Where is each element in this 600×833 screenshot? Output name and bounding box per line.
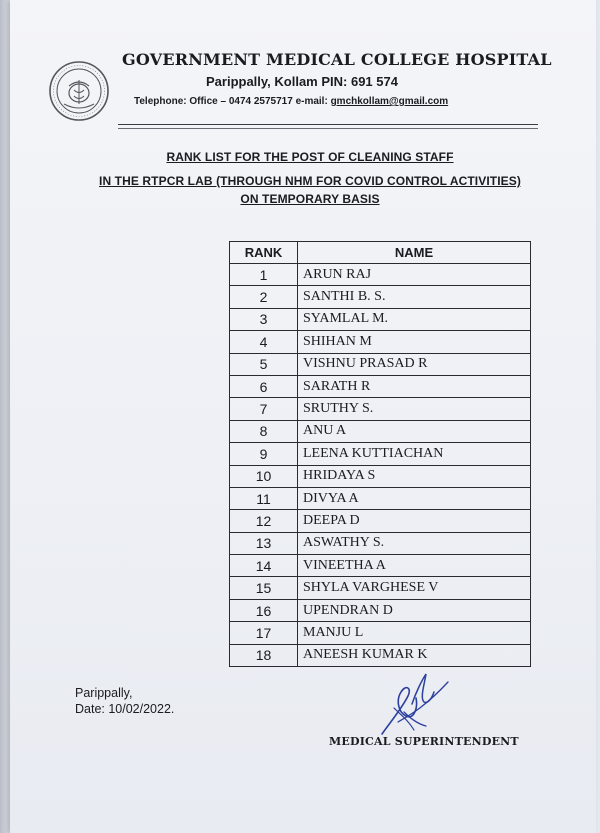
rank-cell: 11 xyxy=(230,487,298,509)
name-column-header: NAME xyxy=(298,242,531,264)
heading-line-3: ON TEMPORARY BASIS xyxy=(240,192,380,206)
heading-line-2: IN THE RTPCR LAB (THROUGH NHM FOR COVID CONTROL ACTIVITIES) xyxy=(99,174,521,188)
table-row xyxy=(230,353,531,375)
rank-cell: 15 xyxy=(230,577,298,599)
name-cell: ARUN RAJ xyxy=(298,264,531,286)
rank-cell: 9 xyxy=(230,443,298,465)
rank-cell: 6 xyxy=(230,375,298,397)
table-row xyxy=(230,577,531,599)
table-row xyxy=(230,555,531,577)
rank-cell: 3 xyxy=(230,308,298,330)
table-row xyxy=(230,487,531,509)
table-row xyxy=(230,532,531,554)
name-cell: ASWATHY S. xyxy=(298,532,531,554)
name-cell: SARATH R xyxy=(298,375,531,397)
hospital-address: Parippally, Kollam PIN: 691 574 xyxy=(206,74,398,89)
table-row xyxy=(230,331,531,353)
table-row xyxy=(230,622,531,644)
page-edge-shadow xyxy=(0,0,10,833)
rank-cell: 2 xyxy=(230,286,298,308)
name-cell: HRIDAYA S xyxy=(298,465,531,487)
table-row xyxy=(230,420,531,442)
table-row xyxy=(230,398,531,420)
name-cell: DIVYA A xyxy=(298,487,531,509)
rank-cell: 16 xyxy=(230,599,298,621)
hospital-name: GOVERNMENT MEDICAL COLLEGE HOSPITAL xyxy=(122,50,552,69)
name-cell: LEENA KUTTIACHAN xyxy=(298,443,531,465)
rank-cell: 8 xyxy=(230,420,298,442)
name-cell: VISHNU PRASAD R xyxy=(298,353,531,375)
rank-list-table xyxy=(229,241,531,667)
table-header-row xyxy=(230,242,531,264)
table-row xyxy=(230,286,531,308)
college-seal-icon xyxy=(48,60,110,122)
rank-cell: 1 xyxy=(230,264,298,286)
name-cell: DEEPA D xyxy=(298,510,531,532)
header-divider xyxy=(118,124,538,125)
header-divider-thin xyxy=(118,128,538,129)
name-cell: SANTHI B. S. xyxy=(298,286,531,308)
rank-column-header: RANK xyxy=(230,242,298,264)
rank-cell: 7 xyxy=(230,398,298,420)
name-cell: ANEESH KUMAR K xyxy=(298,644,531,666)
rank-cell: 5 xyxy=(230,353,298,375)
table-row xyxy=(230,375,531,397)
rank-cell: 12 xyxy=(230,510,298,532)
designation-text: MEDICAL SUPERINTENDENT xyxy=(329,735,519,748)
rank-cell: 14 xyxy=(230,555,298,577)
table-row xyxy=(230,308,531,330)
table-row xyxy=(230,465,531,487)
name-cell: SHIHAN M xyxy=(298,331,531,353)
name-cell: UPENDRAN D xyxy=(298,599,531,621)
name-cell: ANU A xyxy=(298,420,531,442)
table-row xyxy=(230,644,531,666)
rank-cell: 4 xyxy=(230,331,298,353)
name-cell: MANJU L xyxy=(298,622,531,644)
email-address: gmchkollam@gmail.com xyxy=(330,96,449,107)
rank-cell: 10 xyxy=(230,465,298,487)
rank-cell: 18 xyxy=(230,644,298,666)
heading-line-1: RANK LIST FOR THE POST OF CLEANING STAFF xyxy=(166,150,454,164)
place-text: Parippally, xyxy=(75,686,133,700)
name-cell: SRUTHY S. xyxy=(298,398,531,420)
table-row xyxy=(230,443,531,465)
rank-cell: 13 xyxy=(230,532,298,554)
date-text: Date: 10/02/2022. xyxy=(75,702,175,716)
name-cell: SYAMLAL M. xyxy=(298,308,531,330)
telephone-text: Telephone: Office – 0474 2575717 e-mail: xyxy=(134,96,331,107)
table-row xyxy=(230,510,531,532)
name-cell: SHYLA VARGHESE V xyxy=(298,577,531,599)
contact-line xyxy=(134,96,448,107)
table-row xyxy=(230,264,531,286)
table-row xyxy=(230,599,531,621)
rank-cell: 17 xyxy=(230,622,298,644)
name-cell: VINEETHA A xyxy=(298,555,531,577)
